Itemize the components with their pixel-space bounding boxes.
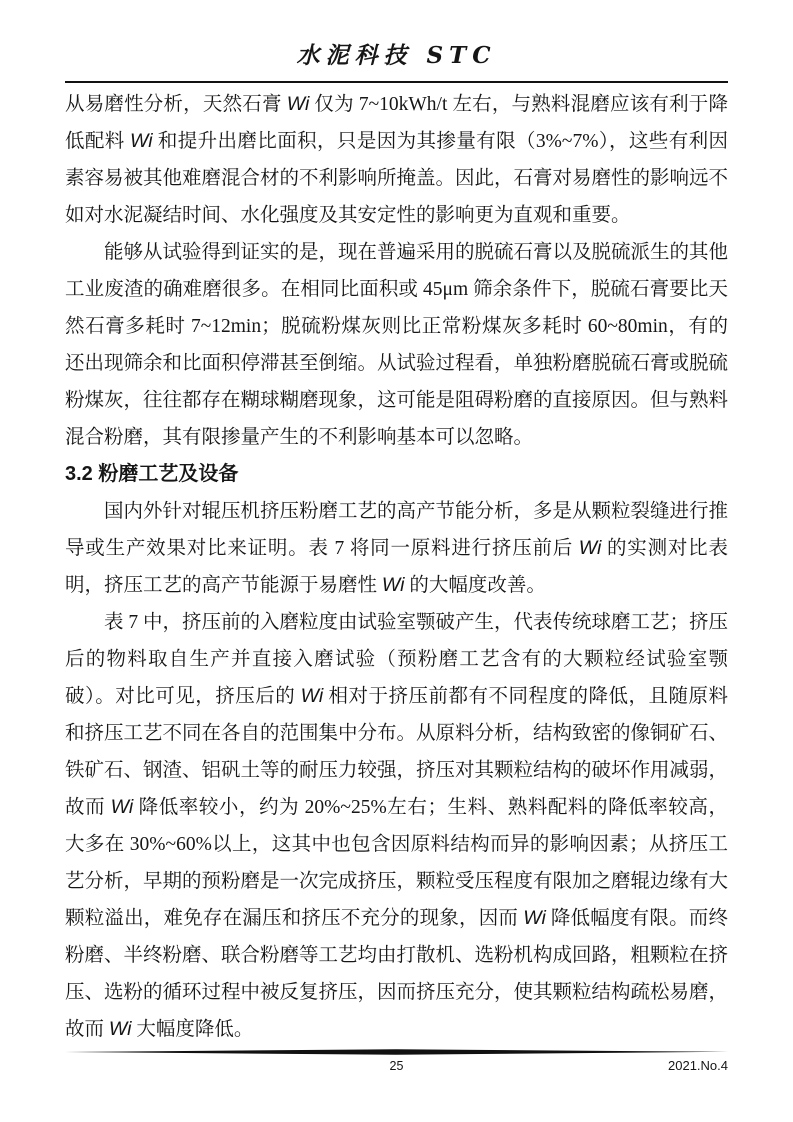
text-segment: 和提升出磨比面积，只是因为其掺量有限（3%~7%），这些有利因素容易被其他难磨混合材的不利影响所掩盖。因此，石膏对易磨性的影响远不如对水泥凝结时间、水化强度及其安定性的影响更为直观和重要。 (65, 131, 729, 226)
variable-wi: Wi (129, 130, 153, 152)
page-number: 25 (389, 1059, 404, 1073)
text-segment: 的实测对比表明，挤压工艺的高产节能源于易磨性 (65, 538, 728, 596)
text-segment: 大幅度降低。 (131, 1019, 254, 1040)
section-heading: 3.2 粉磨工艺及设备 (65, 463, 239, 485)
text-segment: 仅为 7~10kWh/t 左右，与熟料混磨应该有利于降低配料 (65, 94, 728, 152)
variable-wi: Wi (110, 796, 134, 818)
variable-wi: Wi (381, 574, 405, 596)
text-segment: 从易磨性分析，天然石膏 (65, 94, 287, 115)
variable-wi: Wi (523, 907, 546, 929)
paragraph-roller-press-analysis (65, 493, 728, 604)
text-segment: 的大幅度改善。 (404, 575, 546, 596)
paragraph-desulfurized-gypsum (65, 234, 728, 456)
paragraph-table7-comparison (65, 604, 728, 1048)
footer-rule (65, 1048, 728, 1056)
text-segment: 能够从试验得到证实的是，现在普遍采用的脱硫石膏以及脱硫派生的其他工业废渣的确难磨很多。在相同比面积或 45μm 筛余条件下，脱硫石膏要比天然石膏多耗时 7~12min；脱硫粉煤灰则比正常粉煤灰多耗时 60~80min，有的还出现筛余和比面积停滞甚至倒缩。从试验过程看，单独粉磨脱硫石膏或脱硫粉煤灰，往往都存在糊球糊磨现象，这可能是阻碍粉磨的直接原因。但与熟料混合粉磨，其有限掺量产生的不利影响基本可以忽略。 (65, 242, 729, 448)
text-segment: 降低率较小，约为 20%~25%左右；生料、熟料配料的降低率较高，大多在 30%~60%以上，这其中也包含因原料结构而异的影响因素；从挤压工艺分析，早期的预粉磨是一次完成挤压，颗粒受压程度有限加之磨辊边缘有大颗粒溢出，难免存在漏压和挤压不充分的现象，因而 (65, 797, 729, 929)
page-footer (65, 1048, 728, 1075)
journal-title: 水泥科技 STC (296, 42, 497, 69)
footer-row (65, 1057, 728, 1075)
document-body (65, 86, 728, 1048)
text-segment: 相对于挤压前都有不同程度的降低，且随原料和挤压工艺不同在各自的范围集中分布。从原料分析，结构致密的像铜矿石、铁矿石、钢渣、铝矾土等的耐压力较强，挤压对其颗粒结构的破坏作用减弱，故而 (65, 686, 729, 818)
variable-wi: Wi (300, 685, 324, 707)
text-segment: 表 7 中，挤压前的入磨粒度由试验室颚破产生，代表传统球磨工艺；挤压后的物料取自生产并直接入磨试验（预粉磨工艺含有的大颗粒经试验室颚破）。对比可见，挤压后的 (65, 612, 729, 707)
paragraph-grindability (65, 86, 728, 234)
header-rule (65, 81, 728, 83)
variable-wi: Wi (578, 537, 602, 559)
text-segment: 国内外针对辊压机挤压粉磨工艺的高产节能分析，多是从颗粒裂缝进行推导或生产效果对比来证明。表 7 将同一原料进行挤压前后 (65, 501, 729, 559)
issue-number: 2021.No.4 (668, 1058, 728, 1073)
variable-wi: Wi (108, 1018, 132, 1040)
variable-wi: Wi (286, 93, 310, 115)
text-segment: 降低幅度有限。而终粉磨、半终粉磨、联合粉磨等工艺均由打散机、选粉机构成回路，粗颗粒在挤压、选粉的循环过程中被反复挤压，因而挤压充分，使其颗粒结构疏松易磨，故而 (65, 908, 729, 1040)
journal-header (0, 0, 793, 83)
